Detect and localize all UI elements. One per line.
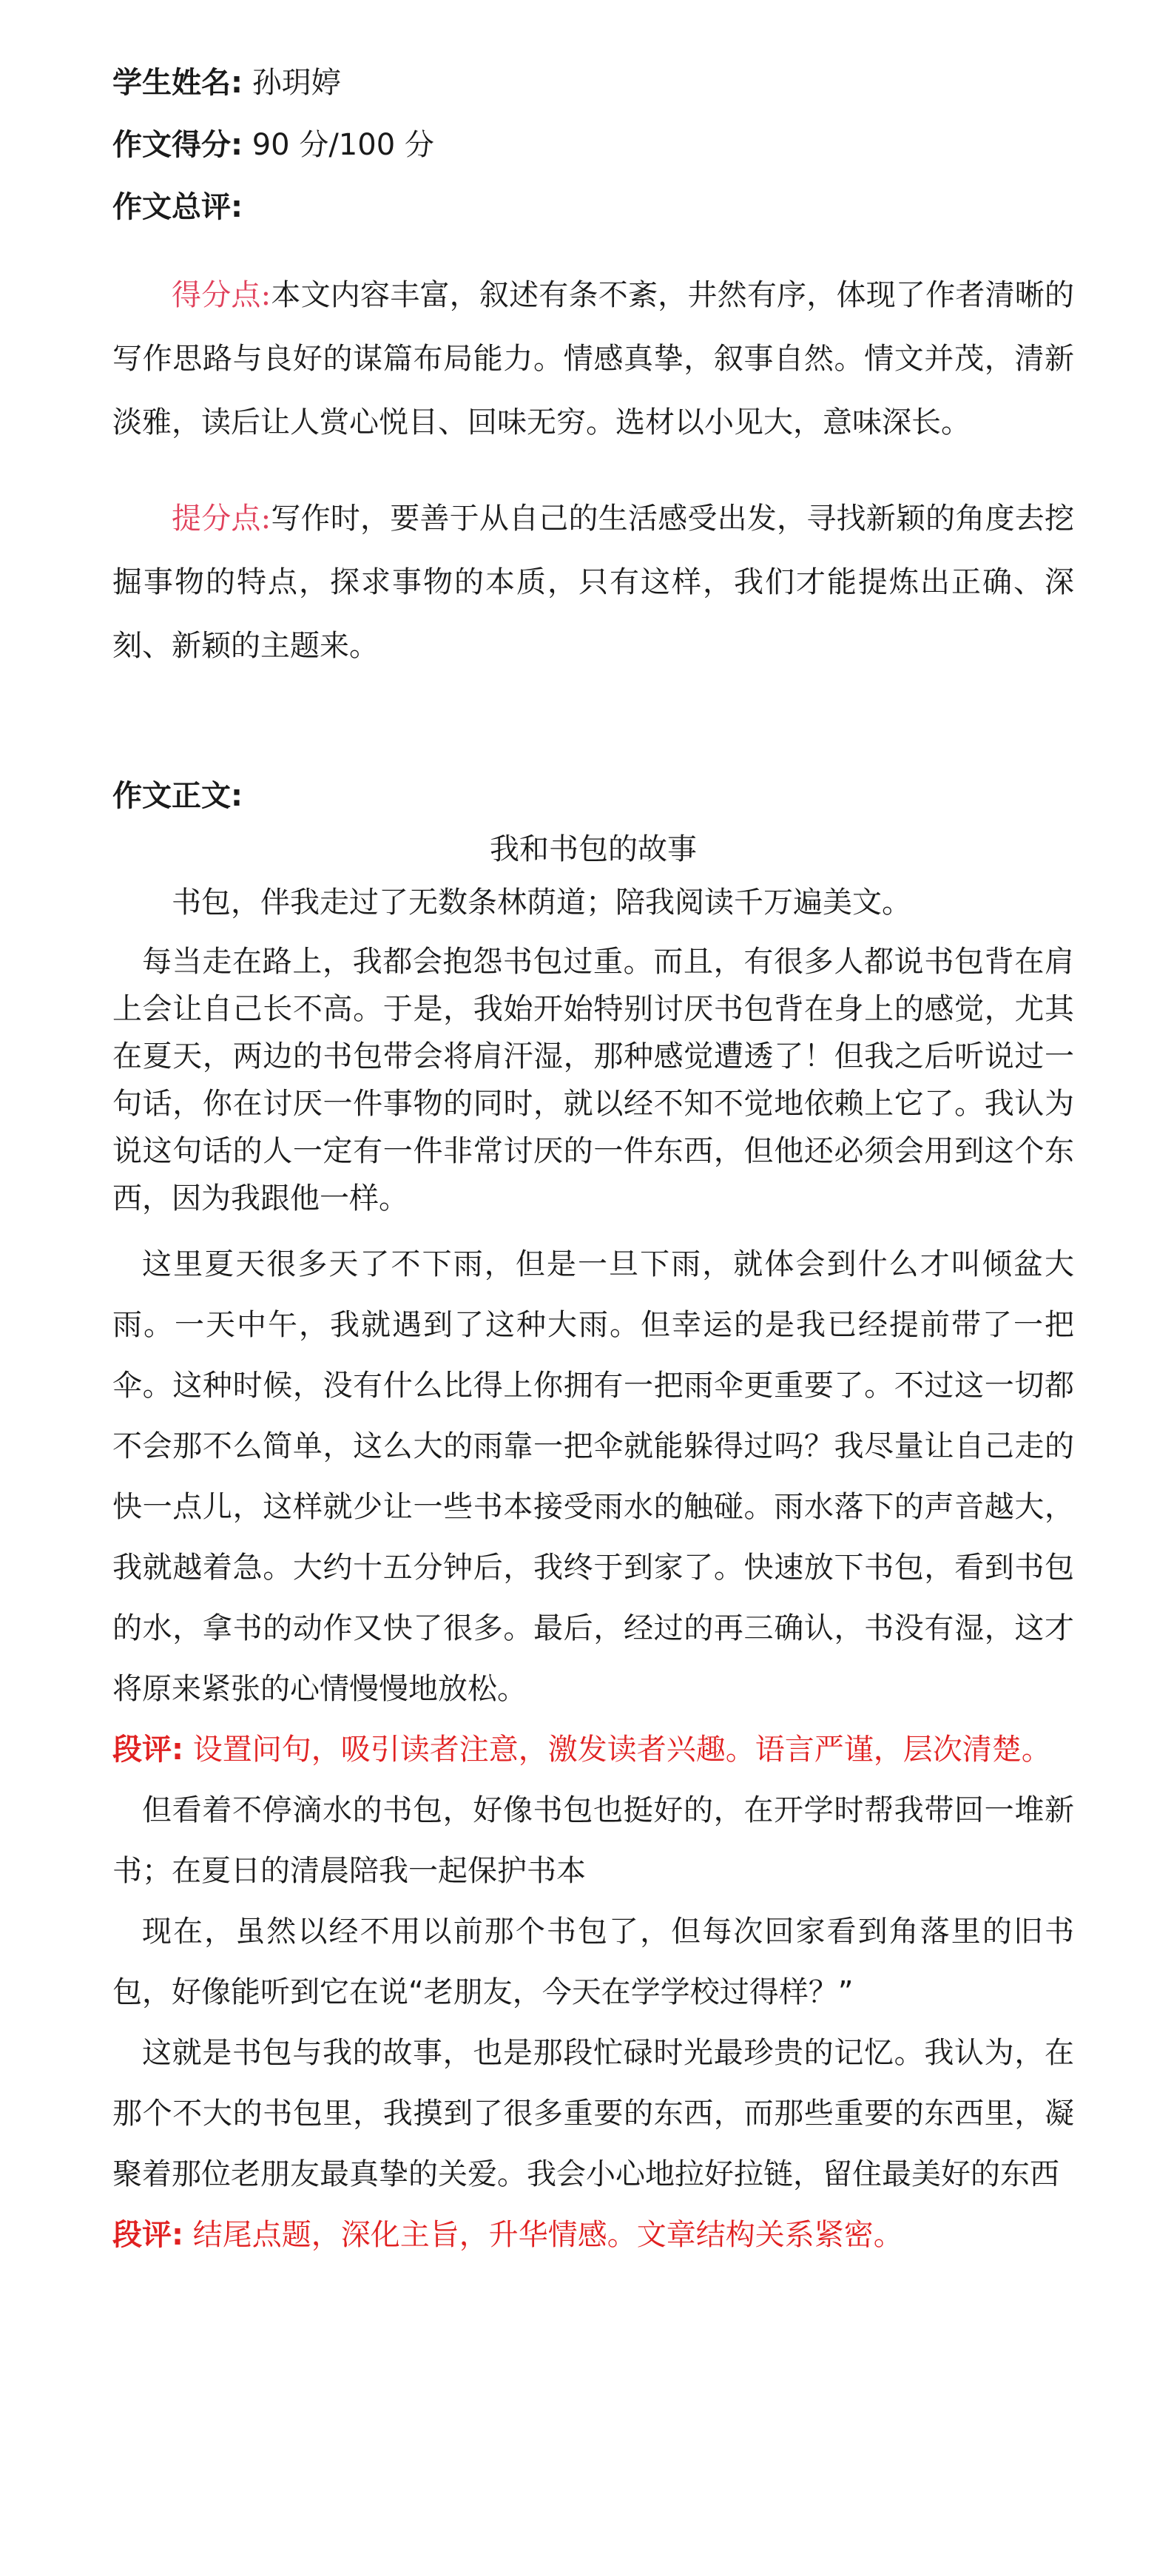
paragraph-remark-label: 段评: — [112, 2218, 183, 2252]
score-label: 作文得分: — [112, 128, 243, 162]
essay-paragraph: 但看着不停滴水的书包，好像书包也挺好的，在开学时帮我带回一堆新书；在夏日的清晨陪我一起保护书本 — [112, 1793, 1074, 1888]
improvement-comment — [112, 487, 1074, 678]
overall-comment-label: 作文总评: — [112, 190, 243, 224]
essay-section-label: 作文正文: — [112, 779, 243, 813]
paragraph-remark-label: 段评: — [112, 1733, 183, 1767]
essay-paragraph: 这里夏天很多天了不下雨，但是一旦下雨，就体会到什么才叫倾盆大雨。一天中午，我就遇到了这种大雨。但幸运的是我已经提前带了一把伞。这种时候，没有什么比得上你拥有一把雨伞更重要了。不过这一切都不会那不么简单，这么大的雨靠一把伞就能躲得过吗？我尽量让自己走的快一点儿，这样就少让一些书本接受雨水的触碰。雨水落下的声音越大，我就越着急。大约十五分钟后，我终于到家了。快速放下书包，看到书包的水，拿书的动作又快了很多。最后，经过的再三确认，书没有湿，这才将原来紧张的心情慢慢地放松。 — [112, 1247, 1074, 1706]
strengths-text: 本文内容丰富，叙述有条不紊，井然有序，体现了作者清晰的写作思路与良好的谋篇布局能力。情感真挚，叙事自然。情文并茂，清新淡雅，读后让人赏心悦目、回味无穷。选材以小见大，意味深长。 — [112, 278, 1075, 439]
overall-comment-heading — [112, 183, 1074, 231]
score-line — [112, 121, 1074, 169]
student-name: 孙玥婷 — [252, 66, 341, 100]
score-value: 90 分/100 分 — [252, 128, 434, 162]
paragraph-remark — [112, 2205, 1074, 2265]
paragraph-remark-text: 设置问句，吸引读者注意，激发读者兴趣。语言严谨，层次清楚。 — [192, 1733, 1051, 1767]
student-name-line — [112, 59, 1074, 107]
essay-paragraph: 每当走在路上，我都会抱怨书包过重。而且，有很多人都说书包背在肩上会让自己长不高。于是，我始开始特别讨厌书包背在身上的感觉，尤其在夏天，两边的书包带会将肩汗湿，那种感觉遭透了！但我之后听说过一句话，你在讨厌一件事物的同时，就以经不知不觉地依赖上它了。我认为说这句话的人一定有一件非常讨厌的一件东西，但他还必须会用到这个东西，因为我跟他一样。 — [112, 945, 1074, 1215]
essay-paragraph: 现在，虽然以经不用以前那个书包了，但每次回家看到角落里的旧书包，好像能听到它在说“老朋友，今天在学学校过得样？” — [112, 1915, 1074, 2009]
essay-paragraph: 这就是书包与我的故事，也是那段忙碌时光最珍贵的记忆。我认为，在那个不大的书包里，我摸到了很多重要的东西，而那些重要的东西里，凝聚着那位老朋友最真挚的关爱。我会小心地拉好拉链，留住最美好的东西 — [112, 2036, 1074, 2191]
essay-title: 我和书包的故事 — [490, 832, 697, 866]
paragraph-remark — [112, 1719, 1074, 1780]
strengths-comment — [112, 263, 1074, 454]
paragraph-remark-text: 结尾点题，深化主旨，升华情感。文章结构关系紧密。 — [192, 2218, 903, 2252]
essay-paragraph: 书包，伴我走过了无数条林荫道；陪我阅读千万遍美文。 — [172, 886, 911, 920]
student-name-label: 学生姓名: — [112, 66, 243, 100]
strengths-label: 得分点: — [172, 278, 271, 312]
improvement-label: 提分点: — [172, 502, 271, 536]
document-page — [112, 59, 1074, 2265]
improvement-text: 写作时，要善于从自己的生活感受出发，寻找新颖的角度去挖掘事物的特点，探求事物的本质，只有这样，我们才能提炼出正确、深刻、新颖的主题来。 — [112, 502, 1075, 663]
